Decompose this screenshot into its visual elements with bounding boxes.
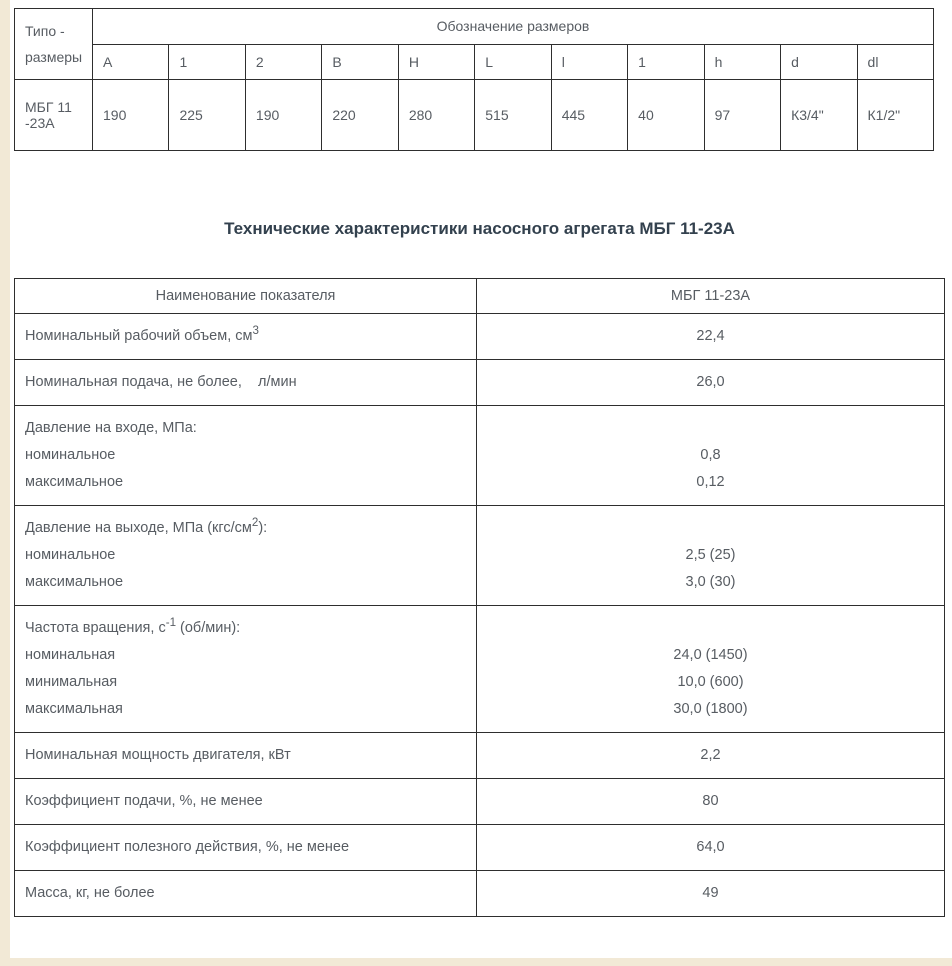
dimensions-data-row xyxy=(15,80,934,151)
spec-label-cell xyxy=(15,360,477,406)
dimension-column-header: dl xyxy=(857,44,933,80)
spec-label-line: Давление на входе, МПа: xyxy=(25,420,197,436)
dimension-column-header: B xyxy=(322,44,398,80)
dimension-value-cell: 515 xyxy=(475,80,551,151)
spec-row xyxy=(15,506,945,606)
dimensions-type-cell: МБГ 11 -23А xyxy=(15,80,93,151)
dimension-column-header: L xyxy=(475,44,551,80)
spec-value-line: 24,0 (1450) xyxy=(673,647,748,663)
dimension-column-header: h xyxy=(704,44,780,80)
spec-value-cell xyxy=(477,360,945,406)
dimension-column-header: 1 xyxy=(628,44,704,80)
dimension-value-cell: 190 xyxy=(245,80,321,151)
spec-value-cell xyxy=(477,506,945,606)
specs-table-body xyxy=(15,279,945,917)
page-left-edge xyxy=(0,0,10,966)
dimension-value-cell: 40 xyxy=(628,80,704,151)
spec-value-cell xyxy=(477,406,945,506)
dimension-value-cell: 97 xyxy=(704,80,780,151)
spec-value-line: 3,0 (30) xyxy=(685,574,736,590)
spec-row xyxy=(15,606,945,733)
spec-value-line: 2,2 xyxy=(700,747,721,763)
dimensions-subheader-row xyxy=(15,44,934,80)
spec-row xyxy=(15,406,945,506)
spec-label-line: максимальное xyxy=(25,574,124,590)
spec-value-line: 26,0 xyxy=(696,374,725,390)
page-bottom-edge xyxy=(0,958,952,966)
spec-value-line: 0,8 xyxy=(700,447,721,463)
spec-label-line: максимальное xyxy=(25,474,124,490)
spec-row xyxy=(15,360,945,406)
dimensions-group-header: Обозначение размеров xyxy=(93,9,934,45)
spec-label-line: максимальная xyxy=(25,701,123,717)
dimensions-table xyxy=(14,8,934,151)
page-title: Технические характеристики насосного агрегата МБГ 11-23А xyxy=(224,219,735,238)
dimension-value-cell: 280 xyxy=(398,80,474,151)
spec-label-cell xyxy=(15,779,477,825)
spec-value-line: 49 xyxy=(702,885,719,901)
dimension-column-header: H xyxy=(398,44,474,80)
spec-value-line xyxy=(487,615,934,642)
dimension-value-cell: 225 xyxy=(169,80,245,151)
spec-label-cell xyxy=(15,314,477,360)
specs-header-model: МБГ 11-23А xyxy=(477,279,945,314)
spec-row xyxy=(15,733,945,779)
spec-value-line: 0,12 xyxy=(696,474,725,490)
spec-label-line: Частота вращения, $с^{-1}$ (об/мин): xyxy=(25,616,241,636)
spec-label-line: Коэффициент подачи, %, не менее xyxy=(25,793,263,809)
spec-row xyxy=(15,825,945,871)
spec-value-line: 22,4 xyxy=(696,328,725,344)
spec-value-cell xyxy=(477,606,945,733)
spec-value-cell xyxy=(477,825,945,871)
specs-header-name: Наименование показателя xyxy=(15,279,477,314)
spec-label-cell xyxy=(15,406,477,506)
dimensions-table-body xyxy=(15,9,934,151)
spec-value-line xyxy=(487,515,934,542)
spec-label-cell xyxy=(15,506,477,606)
page-content xyxy=(10,0,952,917)
spec-value-cell xyxy=(477,871,945,917)
spec-label-line: номинальное xyxy=(25,447,116,463)
dimension-value-cell: К3/4" xyxy=(781,80,857,151)
dimension-column-header: A xyxy=(93,44,169,80)
specs-header-row xyxy=(15,279,945,314)
spec-label-line: Давление на выходе, МПа $(кгс/см^2)$: xyxy=(25,516,268,536)
spec-label-cell xyxy=(15,825,477,871)
dimension-column-header: l xyxy=(551,44,627,80)
spec-value-cell xyxy=(477,779,945,825)
spec-value-line xyxy=(487,415,934,442)
spec-label-cell xyxy=(15,733,477,779)
dimension-value-cell: 445 xyxy=(551,80,627,151)
dimension-value-cell: 190 xyxy=(93,80,169,151)
spec-label-line: Номинальная подача, не более, л/мин xyxy=(25,374,297,390)
spec-row xyxy=(15,314,945,360)
spec-label-line: Номинальный рабочий объем, $см^3$ xyxy=(25,324,259,344)
dimension-column-header: 1 xyxy=(169,44,245,80)
spec-value-cell xyxy=(477,733,945,779)
spec-row xyxy=(15,779,945,825)
dimensions-corner-header: Типо - размеры xyxy=(15,9,93,80)
spec-label-line: номинальное xyxy=(25,547,116,563)
spec-value-line: 64,0 xyxy=(696,839,725,855)
spec-value-line: 10,0 (600) xyxy=(677,674,744,690)
spec-value-line: 30,0 (1800) xyxy=(673,701,748,717)
spec-value-cell xyxy=(477,314,945,360)
spec-label-line: номинальная xyxy=(25,647,116,663)
spec-label-line: минимальная xyxy=(25,674,118,690)
spec-row xyxy=(15,871,945,917)
dimension-value-cell: 220 xyxy=(322,80,398,151)
spec-value-line: 80 xyxy=(702,793,719,809)
spec-label-line: Коэффициент полезного действия, %, не менее xyxy=(25,839,350,855)
spec-value-line: 2,5 (25) xyxy=(685,547,736,563)
dimension-value-cell: К1/2" xyxy=(857,80,933,151)
spec-label-cell xyxy=(15,606,477,733)
spec-label-line: Номинальная мощность двигателя, кВт xyxy=(25,747,291,763)
dimensions-header-row xyxy=(15,9,934,45)
dimension-column-header: 2 xyxy=(245,44,321,80)
spec-label-cell xyxy=(15,871,477,917)
specs-table xyxy=(14,278,945,917)
dimension-column-header: d xyxy=(781,44,857,80)
spec-label-line: Масса, кг, не более xyxy=(25,885,155,901)
